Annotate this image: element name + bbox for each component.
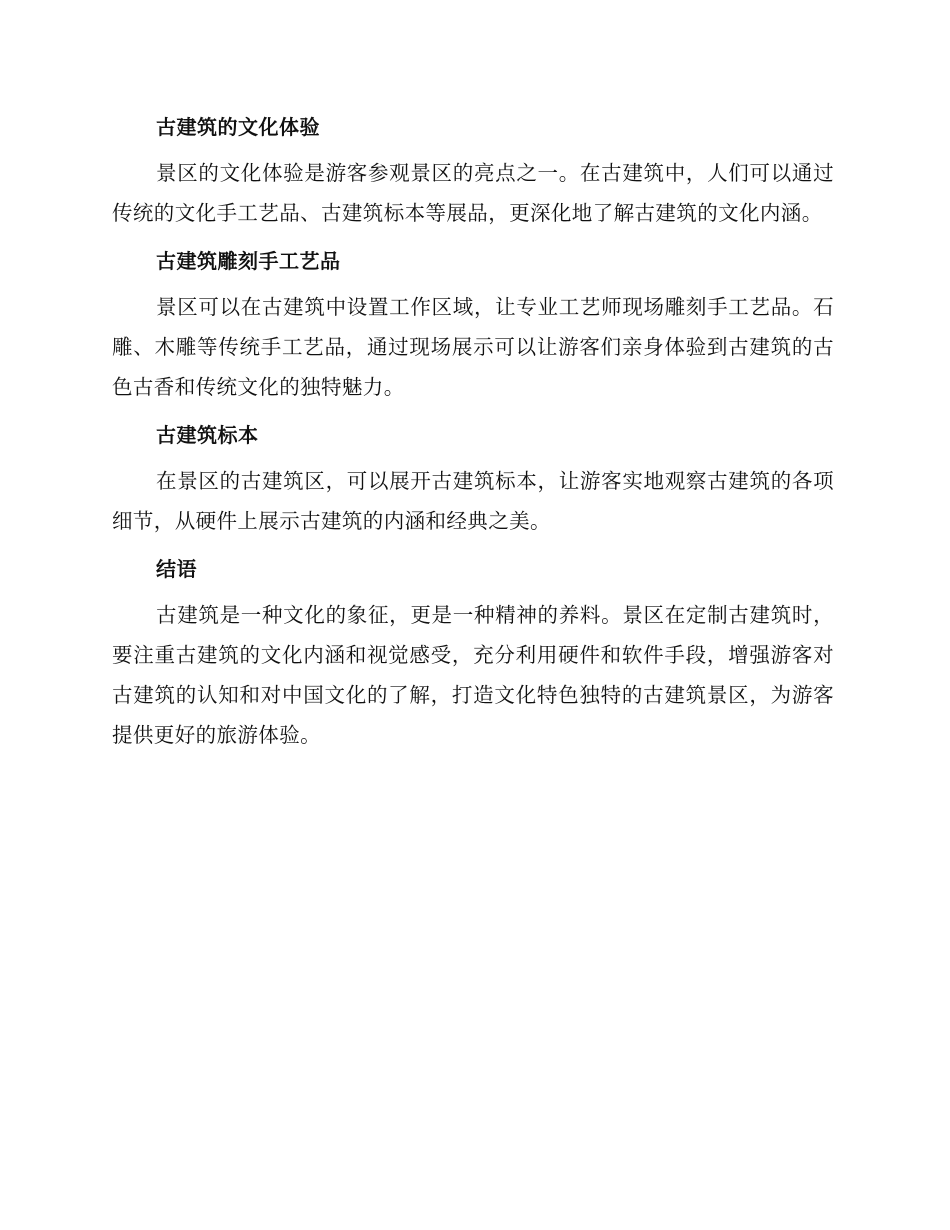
section-paragraph: 古建筑是一种文化的象征，更是一种精神的养料。景区在定制古建筑时，要注重古建筑的文化内涵和视觉感受，充分利用硬件和软件手段，增强游客对古建筑的认知和对中国文化的了解，打造文化特色独特的古建筑景区，为游客提供更好的旅游体验。 — [112, 603, 834, 747]
section-paragraph: 在景区的古建筑区，可以展开古建筑标本，让游客实地观察古建筑的各项细节，从硬件上展示古建筑的内涵和经典之美。 — [112, 469, 834, 533]
section-heading: 古建筑标本 — [156, 423, 259, 447]
section-heading: 古建筑雕刻手工艺品 — [156, 249, 341, 273]
document-body — [112, 108, 834, 764]
section-paragraph: 景区的文化体验是游客参观景区的亮点之一。在古建筑中，人们可以通过传统的文化手工艺品、古建筑标本等展品，更深化地了解古建筑的文化内涵。 — [112, 161, 834, 225]
section-heading: 古建筑的文化体验 — [156, 115, 320, 139]
section-conclusion — [112, 550, 834, 755]
section-carving-handicrafts — [112, 242, 834, 407]
section-cultural-experience — [112, 108, 834, 233]
section-architecture-specimens — [112, 416, 834, 541]
section-paragraph: 景区可以在古建筑中设置工作区域，让专业工艺师现场雕刻手工艺品。石雕、木雕等传统手工艺品，通过现场展示可以让游客们亲身体验到古建筑的古色古香和传统文化的独特魅力。 — [112, 295, 834, 399]
section-heading: 结语 — [156, 557, 197, 581]
